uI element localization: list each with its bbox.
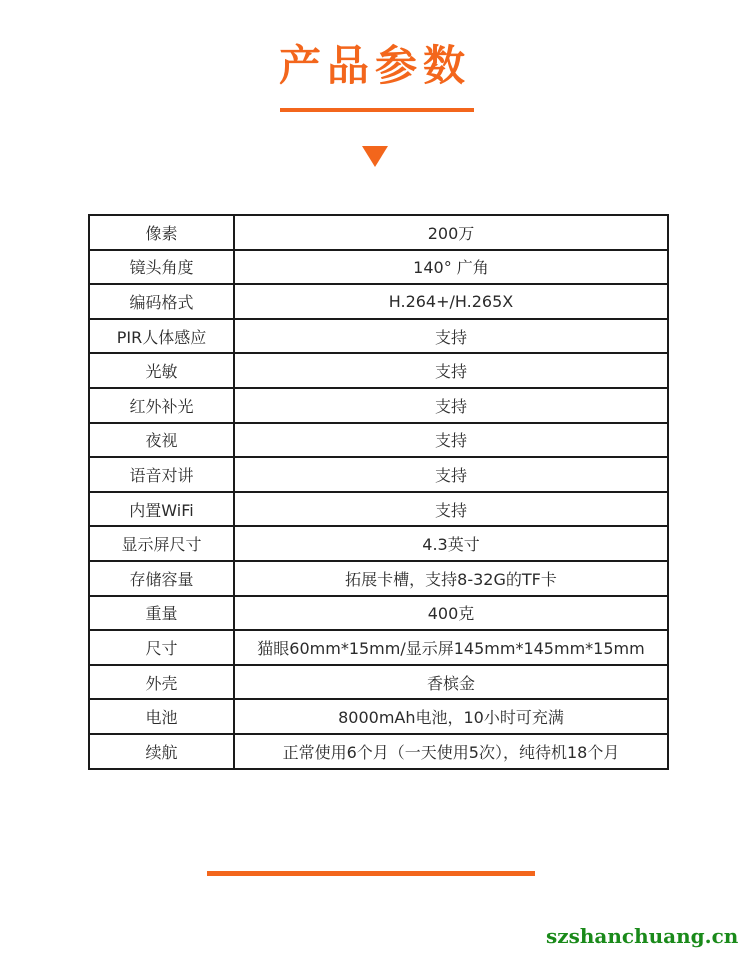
table-row <box>89 215 668 250</box>
spec-label: PIR人体感应 <box>89 319 234 354</box>
spec-value: 猫眼60mm*15mm/显示屏145mm*145mm*15mm <box>234 630 668 665</box>
spec-value: 正常使用6个月（一天使用5次），纯待机18个月 <box>234 734 668 769</box>
table-row <box>89 526 668 561</box>
spec-value: 香槟金 <box>234 665 668 700</box>
spec-value: 支持 <box>234 492 668 527</box>
spec-label: 镜头角度 <box>89 250 234 285</box>
spec-label: 语音对讲 <box>89 457 234 492</box>
table-row <box>89 596 668 631</box>
spec-value: 400克 <box>234 596 668 631</box>
title-underline <box>280 108 474 112</box>
spec-table <box>88 214 669 770</box>
spec-label: 外壳 <box>89 665 234 700</box>
spec-value: H.264+/H.265X <box>234 284 668 319</box>
spec-label: 显示屏尺寸 <box>89 526 234 561</box>
table-row <box>89 388 668 423</box>
spec-value: 支持 <box>234 353 668 388</box>
page-title: 产品参数 <box>278 41 471 90</box>
table-row <box>89 734 668 769</box>
table-row <box>89 699 668 734</box>
spec-label: 夜视 <box>89 423 234 458</box>
table-row <box>89 561 668 596</box>
spec-label: 红外补光 <box>89 388 234 423</box>
spec-value: 140° 广角 <box>234 250 668 285</box>
spec-label: 像素 <box>89 215 234 250</box>
spec-label: 尺寸 <box>89 630 234 665</box>
spec-value: 8000mAh电池，10小时可充满 <box>234 699 668 734</box>
spec-value: 支持 <box>234 319 668 354</box>
spec-value: 支持 <box>234 423 668 458</box>
spec-value: 支持 <box>234 457 668 492</box>
spec-value: 4.3英寸 <box>234 526 668 561</box>
table-row <box>89 284 668 319</box>
table-row <box>89 319 668 354</box>
spec-label: 编码格式 <box>89 284 234 319</box>
spec-label: 内置WiFi <box>89 492 234 527</box>
spec-value: 拓展卡槽，支持8-32G的TF卡 <box>234 561 668 596</box>
table-row <box>89 492 668 527</box>
bottom-divider <box>207 871 535 876</box>
table-row <box>89 457 668 492</box>
table-row <box>89 250 668 285</box>
spec-label: 续航 <box>89 734 234 769</box>
table-row <box>89 423 668 458</box>
spec-label: 光敏 <box>89 353 234 388</box>
spec-label: 存储容量 <box>89 561 234 596</box>
table-row <box>89 665 668 700</box>
table-row <box>89 353 668 388</box>
table-row <box>89 630 668 665</box>
down-arrow-icon <box>362 146 388 167</box>
watermark: szshanchuang.cn <box>546 924 739 948</box>
spec-value: 支持 <box>234 388 668 423</box>
spec-label: 电池 <box>89 699 234 734</box>
spec-label: 重量 <box>89 596 234 631</box>
spec-value: 200万 <box>234 215 668 250</box>
